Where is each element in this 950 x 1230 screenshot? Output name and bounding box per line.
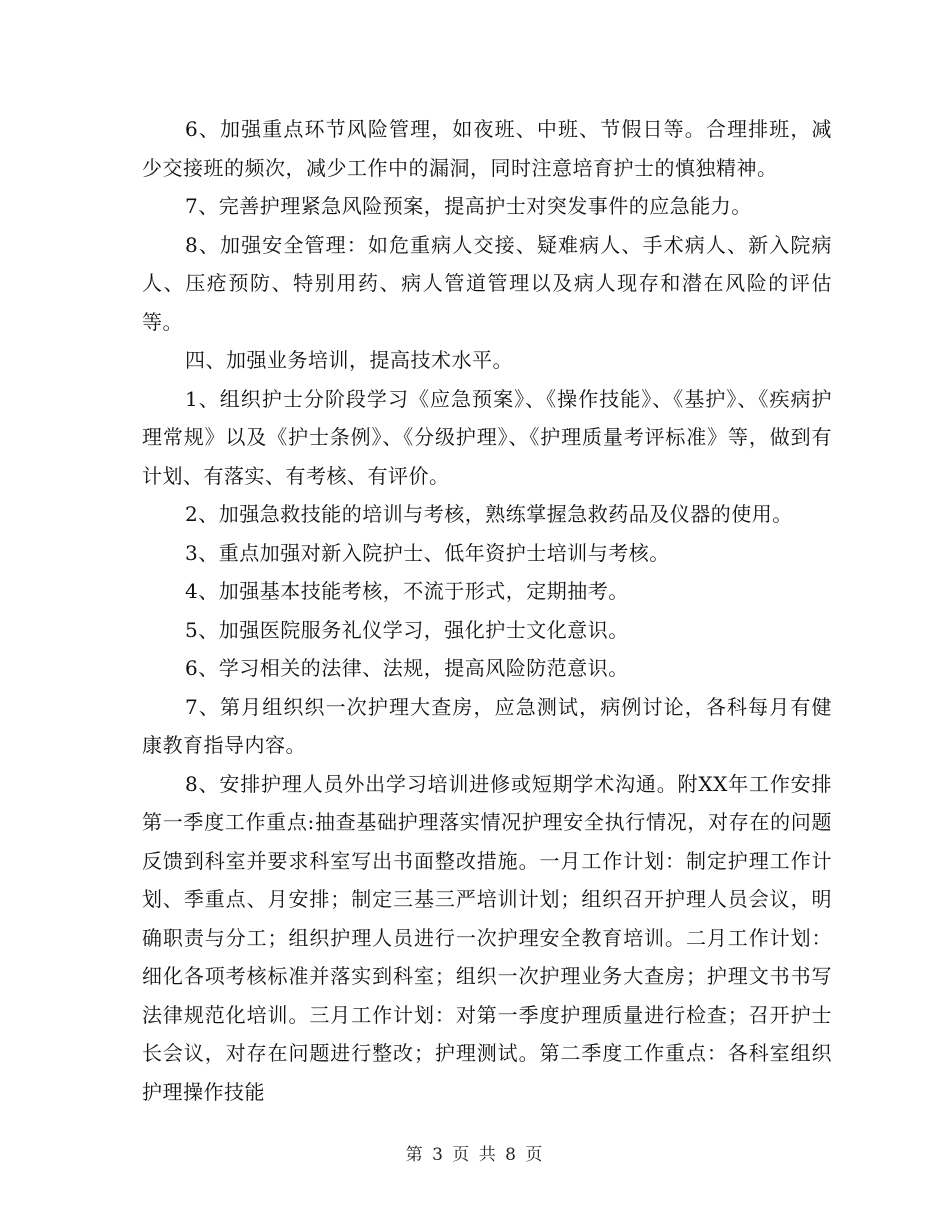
document-body: [142, 110, 832, 1111]
page-number-footer: 第 3 页 共 8 页: [405, 1145, 545, 1165]
paragraph: 4、加强基本技能考核，不流于形式，定期抽考。: [185, 579, 629, 603]
paragraph: 7、完善护理紧急风险预案，提高护士对突发事件的应急能力。: [185, 194, 752, 218]
paragraph: 7、第月组织织一次护理大查房，应急测试，病例讨论，各科每月有健康教育指导内容。: [142, 694, 832, 757]
paragraph: 3、重点加强对新入院护士、低年资护士培训与考核。: [185, 540, 670, 565]
paragraph: 8、加强安全管理：如危重病人交接、疑难病人、手术病人、新入院病人、压疮预防、特别用药、病人管道管理以及病人现存和潜在风险的评估等。: [142, 232, 832, 334]
paragraph: 8、安排护理人员外出学习培训进修或短期学术沟通。附XX年工作安排第一季度工作重点:抽查基础护理落实情况护理安全执行情况，对存在的问题反馈到科室并要求科室写出书面整改措施。一月工作计划：制定护理工作计划、季重点、月安排；制定三基三严培训计划；组织召开护理人员会议，明确职责与分工；组织护理人员进行一次护理安全教育培训。二月工作计划：细化各项考核标准并落实到科室；组织一次护理业务大查房；护理文书书写法律规范化培训。三月工作计划：对第一季度护理质量进行检查；召开护士长会议，对存在问题进行整改；护理测试。第二季度工作重点：各科室组织护理操作技能: [142, 771, 832, 1104]
paragraph: 2、加强急救技能的培训与考核，熟练掌握急救药品及仪器的使用。: [185, 502, 793, 526]
paragraph: 6、学习相关的法律、法规，提高风险防范意识。: [185, 656, 629, 680]
section-heading: 四、加强业务培训，提高技术水平。: [185, 348, 513, 372]
paragraph: 6、加强重点环节风险管理，如夜班、中班、节假日等。合理排班，减少交接班的频次，减少工作中的漏洞，同时注意培育护士的慎独精神。: [142, 117, 832, 180]
paragraph: 5、加强医院服务礼仪学习，强化护士文化意识。: [185, 617, 629, 642]
paragraph: 1、组织护士分阶段学习《应急预案》、《操作技能》、《基护》、《疾病护理常规》以及《护士条例》、《分级护理》、《护理质量考评标准》等，做到有计划、有落实、有考核、有评价。: [142, 386, 832, 488]
